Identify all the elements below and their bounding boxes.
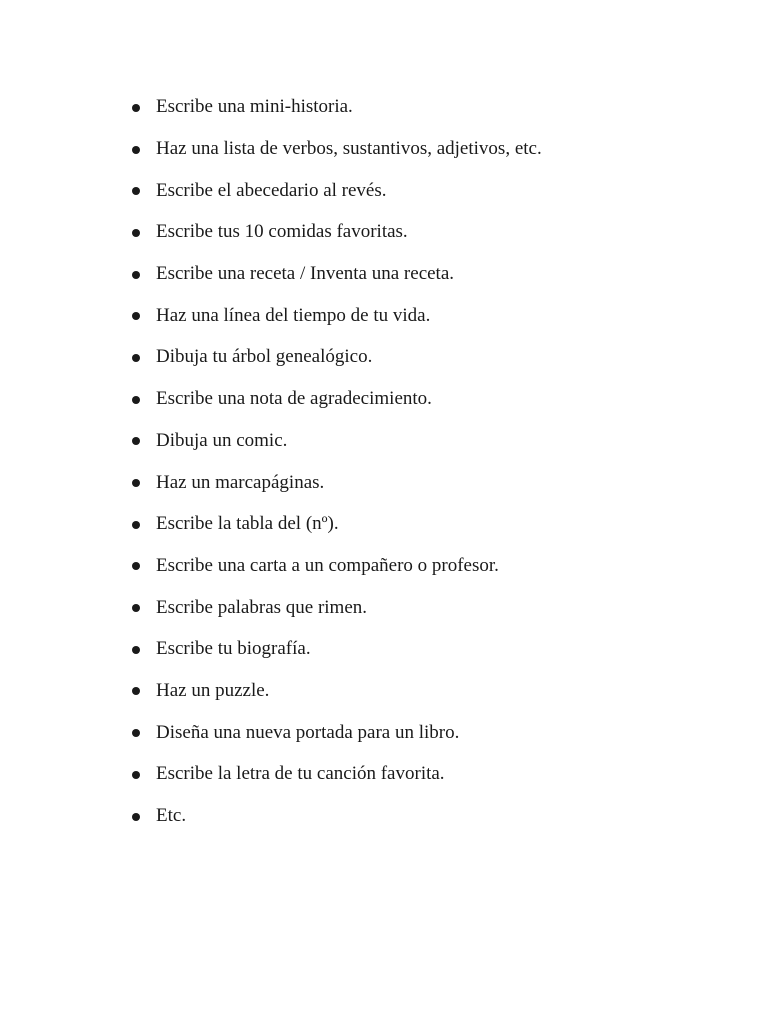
list-item: [132, 586, 542, 628]
list-item-text: Escribe una receta / Inventa una receta.: [156, 263, 455, 285]
bullet-icon: [132, 604, 140, 612]
list-item-text: Escribe una nota de agradecimiento.: [156, 388, 432, 410]
list-item-text: Haz una lista de verbos, sustantivos, adjetivos, etc.: [156, 138, 542, 160]
list-item: [132, 336, 542, 378]
list-item: [132, 628, 542, 670]
bullet-icon: [132, 437, 140, 445]
bullet-icon: [132, 354, 140, 362]
list-item-text: Escribe el abecedario al revés.: [156, 179, 387, 201]
list-item-text: Escribe una mini-historia.: [156, 96, 353, 118]
list-item: [132, 128, 542, 170]
bullet-icon: [132, 229, 140, 237]
list-item-text: Escribe una carta a un compañero o profesor.: [156, 554, 499, 576]
activity-list: [132, 86, 542, 836]
bullet-icon: [132, 146, 140, 154]
bullet-icon: [132, 104, 140, 112]
bullet-icon: [132, 479, 140, 487]
bullet-icon: [132, 312, 140, 320]
list-item: [132, 169, 542, 211]
list-item: [132, 503, 542, 545]
list-item-text: Escribe palabras que rimen.: [156, 596, 368, 618]
list-item: [132, 461, 542, 503]
bullet-icon: [132, 271, 140, 279]
list-item-text: Escribe la letra de tu canción favorita.: [156, 763, 445, 785]
list-item-text: Dibuja un comic.: [156, 429, 288, 451]
bullet-icon: [132, 646, 140, 654]
bullet-icon: [132, 813, 140, 821]
list-item: [132, 86, 542, 128]
bullet-icon: [132, 562, 140, 570]
bullet-icon: [132, 396, 140, 404]
list-item-text: Escribe tu biografía.: [156, 638, 311, 660]
list-item: [132, 294, 542, 336]
list-item: [132, 378, 542, 420]
list-item-text: Etc.: [156, 805, 187, 827]
list-item-text: Escribe la tabla del (nº).: [156, 513, 339, 535]
list-item-text: Haz una línea del tiempo de tu vida.: [156, 304, 431, 326]
bullet-icon: [132, 187, 140, 195]
list-item: [132, 670, 542, 712]
list-item: [132, 753, 542, 795]
list-item-text: Haz un puzzle.: [156, 679, 270, 701]
list-item-text: Dibuja tu árbol genealógico.: [156, 346, 373, 368]
bullet-icon: [132, 771, 140, 779]
list-item: [132, 211, 542, 253]
list-item-text: Diseña una nueva portada para un libro.: [156, 721, 460, 743]
list-item: [132, 253, 542, 295]
list-item-text: Escribe tus 10 comidas favoritas.: [156, 221, 408, 243]
list-item-text: Haz un marcapáginas.: [156, 471, 325, 493]
list-item: [132, 795, 542, 837]
bullet-icon: [132, 521, 140, 529]
list-item: [132, 420, 542, 462]
list-item: [132, 711, 542, 753]
bullet-icon: [132, 729, 140, 737]
list-item: [132, 545, 542, 587]
bullet-icon: [132, 687, 140, 695]
